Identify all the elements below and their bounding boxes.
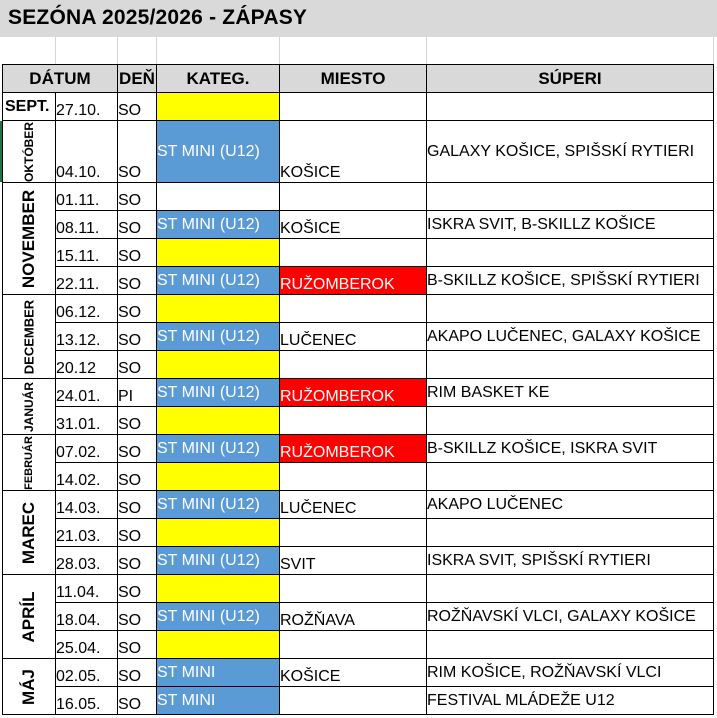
opponents-cell[interactable] bbox=[427, 407, 714, 435]
table-row bbox=[3, 575, 714, 603]
day-cell[interactable]: SO bbox=[118, 463, 157, 491]
place-cell[interactable] bbox=[280, 631, 427, 659]
day-cell[interactable]: SO bbox=[118, 351, 157, 379]
place-cell[interactable] bbox=[280, 351, 427, 379]
date-cell[interactable]: 14.02. bbox=[56, 463, 118, 491]
category-cell[interactable]: ST MINI (U12) bbox=[157, 121, 280, 183]
month-sept[interactable]: SEPT. bbox=[3, 93, 56, 121]
day-cell[interactable]: SO bbox=[118, 323, 157, 351]
month-maj[interactable] bbox=[3, 659, 56, 715]
place-cell[interactable] bbox=[280, 93, 427, 121]
day-cell[interactable]: SO bbox=[118, 267, 157, 295]
place-cell[interactable]: LUČENEC bbox=[280, 491, 427, 519]
day-cell[interactable]: SO bbox=[118, 121, 157, 183]
header-superi[interactable]: SÚPERI bbox=[427, 65, 714, 93]
category-cell[interactable] bbox=[157, 183, 280, 211]
table-row bbox=[3, 491, 714, 519]
date-cell[interactable]: 25.04. bbox=[56, 631, 118, 659]
opponents-cell[interactable] bbox=[427, 183, 714, 211]
category-cell[interactable] bbox=[157, 351, 280, 379]
place-cell[interactable]: RUŽOMBEROK bbox=[280, 379, 427, 407]
date-cell[interactable]: 28.03. bbox=[56, 547, 118, 575]
day-cell[interactable]: SO bbox=[118, 491, 157, 519]
gridline bbox=[713, 37, 714, 64]
month-februar[interactable] bbox=[3, 435, 56, 491]
table-row bbox=[3, 323, 714, 351]
table-row bbox=[3, 659, 714, 687]
table-row bbox=[3, 211, 714, 239]
opponents-cell[interactable] bbox=[427, 519, 714, 547]
month-december[interactable] bbox=[3, 295, 56, 379]
day-cell[interactable]: SO bbox=[118, 93, 157, 121]
date-cell[interactable]: 24.01. bbox=[56, 379, 118, 407]
opponents-cell[interactable] bbox=[427, 295, 714, 323]
opponents-cell[interactable] bbox=[427, 463, 714, 491]
place-cell[interactable] bbox=[280, 575, 427, 603]
date-cell[interactable]: 31.01. bbox=[56, 407, 118, 435]
place-cell[interactable]: SVIT bbox=[280, 547, 427, 575]
table-row bbox=[3, 295, 714, 323]
gridline bbox=[55, 37, 56, 64]
gridline bbox=[426, 37, 427, 64]
month-april[interactable] bbox=[3, 575, 56, 659]
category-cell[interactable] bbox=[157, 407, 280, 435]
selection-marker bbox=[0, 121, 2, 182]
month-oktober[interactable] bbox=[3, 121, 56, 183]
category-cell[interactable] bbox=[157, 575, 280, 603]
category-cell[interactable]: ST MINI (U12) bbox=[157, 435, 280, 463]
opponents-cell[interactable] bbox=[427, 575, 714, 603]
sheet-title: SEZÓNA 2025/2026 - ZÁPASY bbox=[8, 6, 308, 29]
day-cell[interactable]: SO bbox=[118, 631, 157, 659]
opponents-cell[interactable]: AKAPO LUČENEC, GALAXY KOŠICE bbox=[427, 323, 714, 351]
place-cell[interactable] bbox=[280, 295, 427, 323]
day-cell[interactable]: PI bbox=[118, 379, 157, 407]
title-band bbox=[0, 0, 717, 37]
table-row bbox=[3, 183, 714, 211]
place-cell[interactable]: LUČENEC bbox=[280, 323, 427, 351]
month-label: FEBRUÁR bbox=[23, 435, 35, 490]
date-cell[interactable]: 07.02. bbox=[56, 435, 118, 463]
schedule-table bbox=[2, 64, 714, 715]
category-cell[interactable] bbox=[157, 463, 280, 491]
header-kateg[interactable]: KATEG. bbox=[157, 65, 280, 93]
header-datum[interactable]: DÁTUM bbox=[3, 65, 118, 93]
month-marec[interactable] bbox=[3, 491, 56, 575]
opponents-cell[interactable] bbox=[427, 351, 714, 379]
place-cell[interactable] bbox=[280, 519, 427, 547]
date-cell[interactable]: 04.10. bbox=[56, 121, 118, 183]
category-cell[interactable]: ST MINI (U12) bbox=[157, 491, 280, 519]
opponents-cell[interactable]: B-SKILLZ KOŠICE, SPIŠSKÍ RYTIERI bbox=[427, 267, 714, 295]
category-cell[interactable]: ST MINI (U12) bbox=[157, 603, 280, 631]
date-cell[interactable]: 13.12. bbox=[56, 323, 118, 351]
place-cell[interactable]: KOŠICE bbox=[280, 659, 427, 687]
category-cell[interactable]: ST MINI (U12) bbox=[157, 267, 280, 295]
date-cell[interactable]: 14.03. bbox=[56, 491, 118, 519]
date-cell[interactable]: 08.11. bbox=[56, 211, 118, 239]
header-den[interactable]: DEŇ bbox=[118, 65, 157, 93]
day-cell[interactable]: SO bbox=[118, 603, 157, 631]
month-label: MAREC bbox=[19, 501, 38, 564]
date-cell[interactable]: 18.04. bbox=[56, 603, 118, 631]
opponents-cell[interactable] bbox=[427, 631, 714, 659]
date-cell[interactable]: 16.05. bbox=[56, 687, 118, 715]
place-cell[interactable]: KOŠICE bbox=[280, 121, 427, 183]
opponents-cell[interactable]: ISKRA SVIT, SPIŠSKÍ RYTIERI bbox=[427, 547, 714, 575]
table-row bbox=[3, 267, 714, 295]
opponents-cell[interactable]: ISKRA SVIT, B-SKILLZ KOŠICE bbox=[427, 211, 714, 239]
opponents-cell[interactable]: RIM KOŠICE, ROŽŇAVSKÍ VLCI bbox=[427, 659, 714, 687]
place-cell[interactable] bbox=[280, 407, 427, 435]
place-cell[interactable] bbox=[280, 463, 427, 491]
category-cell[interactable] bbox=[157, 631, 280, 659]
blank-row bbox=[0, 37, 717, 64]
header-miesto[interactable]: MIESTO bbox=[280, 65, 427, 93]
date-cell[interactable]: 02.05. bbox=[56, 659, 118, 687]
table-row bbox=[3, 519, 714, 547]
date-cell[interactable]: 01.11. bbox=[56, 183, 118, 211]
day-cell[interactable]: SO bbox=[118, 519, 157, 547]
date-cell[interactable]: 22.11. bbox=[56, 267, 118, 295]
date-cell[interactable]: 15.11. bbox=[56, 239, 118, 267]
month-label: APRÍL bbox=[19, 591, 38, 642]
gridline bbox=[117, 37, 118, 64]
opponents-cell[interactable]: RIM BASKET KE bbox=[427, 379, 714, 407]
category-cell[interactable] bbox=[157, 519, 280, 547]
day-cell[interactable]: SO bbox=[118, 407, 157, 435]
table-row bbox=[3, 93, 714, 121]
day-cell[interactable]: SO bbox=[118, 575, 157, 603]
day-cell[interactable]: SO bbox=[118, 659, 157, 687]
table-row bbox=[3, 687, 714, 715]
date-cell[interactable]: 27.10. bbox=[56, 93, 118, 121]
table-row bbox=[3, 435, 714, 463]
opponents-cell[interactable]: ROŽŇAVSKÍ VLCI, GALAXY KOŠICE bbox=[427, 603, 714, 631]
opponents-cell[interactable]: GALAXY KOŠICE, SPIŠSKÍ RYTIERI bbox=[427, 121, 714, 183]
date-cell[interactable]: 11.04. bbox=[56, 575, 118, 603]
month-label: NOVEMBER bbox=[19, 189, 38, 288]
category-cell[interactable]: ST MINI (U12) bbox=[157, 379, 280, 407]
category-cell[interactable] bbox=[157, 239, 280, 267]
table-row bbox=[3, 407, 714, 435]
day-cell[interactable]: SO bbox=[118, 239, 157, 267]
opponents-cell[interactable] bbox=[427, 93, 714, 121]
day-cell[interactable]: SO bbox=[118, 183, 157, 211]
table-row bbox=[3, 547, 714, 575]
category-cell[interactable]: ST MINI bbox=[157, 659, 280, 687]
month-november[interactable] bbox=[3, 183, 56, 295]
place-cell[interactable]: ROŽŇAVA bbox=[280, 603, 427, 631]
place-cell[interactable]: RUŽOMBEROK bbox=[280, 267, 427, 295]
category-cell[interactable] bbox=[157, 295, 280, 323]
month-label: JANUÁR bbox=[22, 381, 36, 432]
gridline bbox=[156, 37, 157, 64]
table-row bbox=[3, 463, 714, 491]
table-row bbox=[3, 239, 714, 267]
month-label: DECEMBER bbox=[21, 299, 37, 374]
place-cell[interactable]: RUŽOMBEROK bbox=[280, 435, 427, 463]
day-cell[interactable]: SO bbox=[118, 435, 157, 463]
table-row bbox=[3, 351, 714, 379]
header-row bbox=[3, 65, 714, 93]
place-cell[interactable] bbox=[280, 687, 427, 715]
day-cell[interactable]: SO bbox=[118, 687, 157, 715]
category-cell[interactable]: ST MINI (U12) bbox=[157, 547, 280, 575]
table-row bbox=[3, 603, 714, 631]
date-cell[interactable]: 21.03. bbox=[56, 519, 118, 547]
category-cell[interactable]: ST MINI bbox=[157, 687, 280, 715]
month-januar[interactable] bbox=[3, 379, 56, 435]
opponents-cell[interactable]: B-SKILLZ KOŠICE, ISKRA SVIT bbox=[427, 435, 714, 463]
gridline bbox=[279, 37, 280, 64]
opponents-cell[interactable]: FESTIVAL MLÁDEŽE U12 bbox=[427, 687, 714, 715]
day-cell[interactable]: SO bbox=[118, 547, 157, 575]
date-cell[interactable]: 06.12. bbox=[56, 295, 118, 323]
date-cell[interactable]: 20.12 bbox=[56, 351, 118, 379]
table-row bbox=[3, 121, 714, 183]
category-cell[interactable]: ST MINI (U12) bbox=[157, 211, 280, 239]
place-cell[interactable] bbox=[280, 183, 427, 211]
category-cell[interactable] bbox=[157, 93, 280, 121]
month-label: OKTÓBER bbox=[22, 121, 36, 182]
table-row bbox=[3, 631, 714, 659]
month-label: MÁJ bbox=[19, 668, 38, 705]
place-cell[interactable]: KOŠICE bbox=[280, 211, 427, 239]
place-cell[interactable] bbox=[280, 239, 427, 267]
category-cell[interactable]: ST MINI (U12) bbox=[157, 323, 280, 351]
opponents-cell[interactable] bbox=[427, 239, 714, 267]
day-cell[interactable]: SO bbox=[118, 295, 157, 323]
table-row bbox=[3, 379, 714, 407]
day-cell[interactable]: SO bbox=[118, 211, 157, 239]
opponents-cell[interactable]: AKAPO LUČENEC bbox=[427, 491, 714, 519]
